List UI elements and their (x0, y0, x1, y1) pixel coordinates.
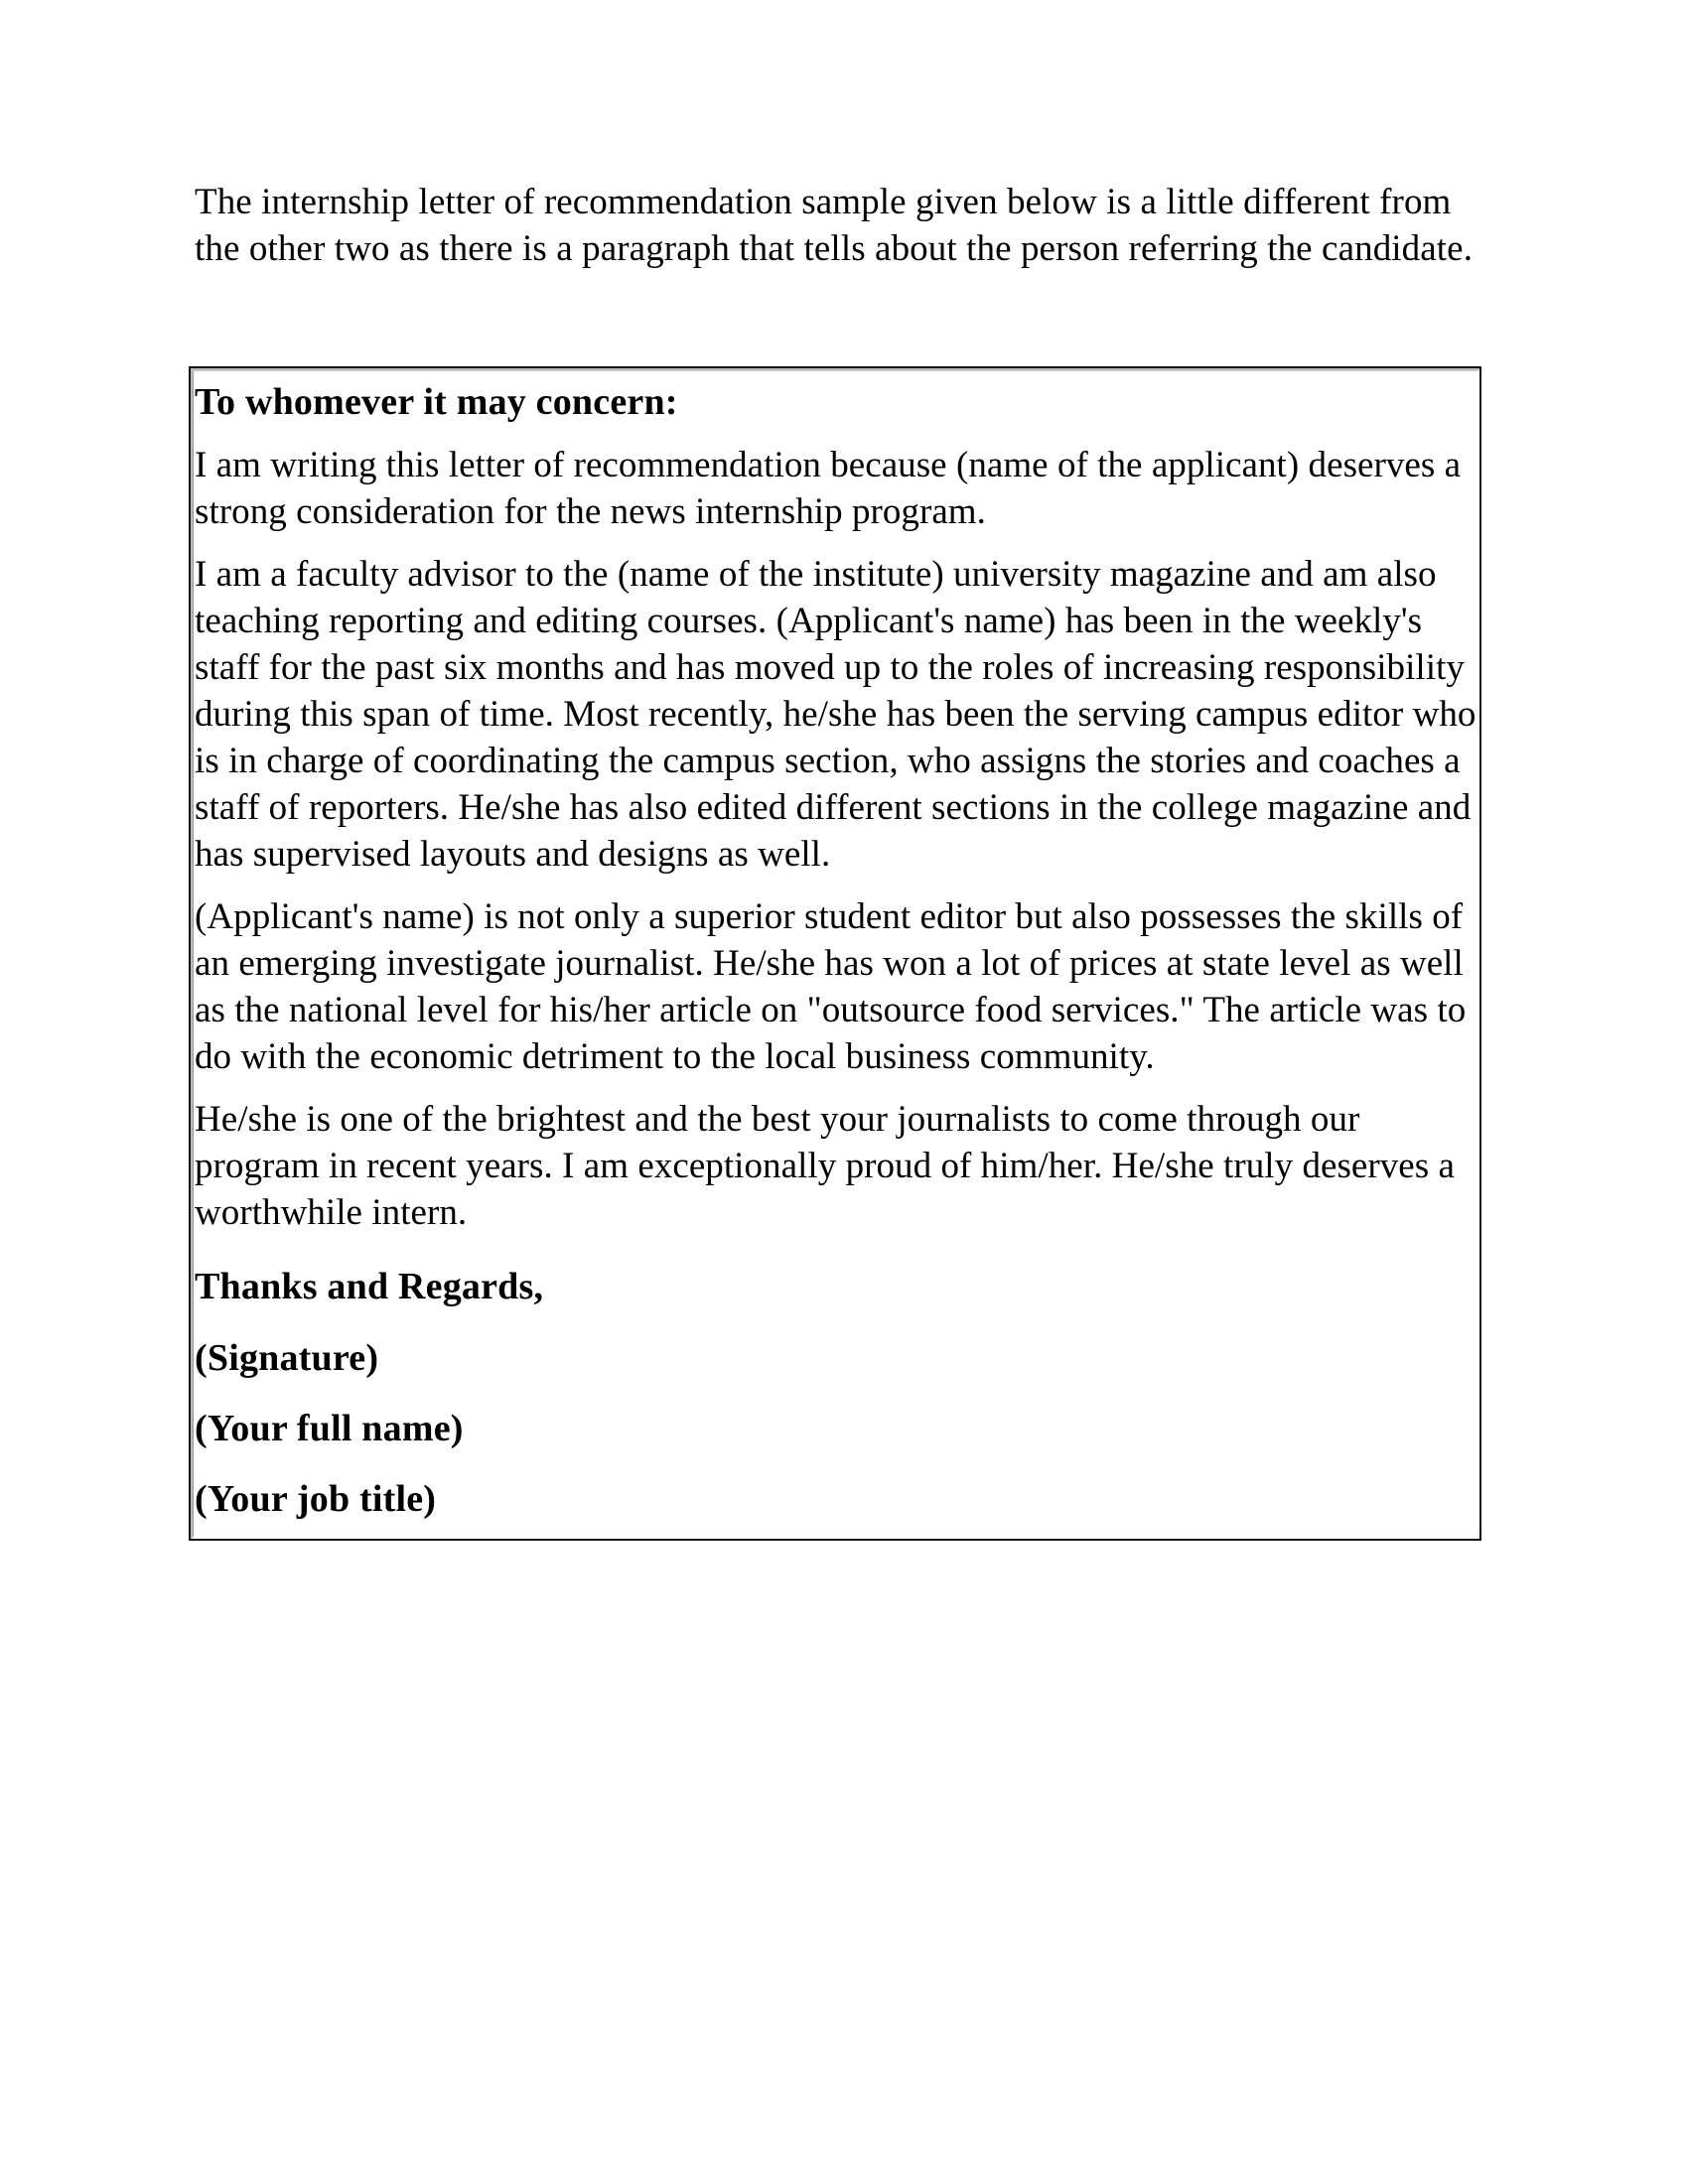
letter-closing-signature: (Signature) (195, 1336, 379, 1379)
letter-salutation: To whomever it may concern: (195, 381, 678, 423)
letter-body (191, 368, 1479, 1539)
letter-sample-box (189, 366, 1481, 1541)
letter-paragraph-3: (Applicant's name) is not only a superior student editor but also possesses the skills of an emerging investigate journalist. He/she has won a lot of prices at state level as well as the national level for his/her article on "outsource food services." The article was to do with the economic detriment to the local business community. (195, 896, 1467, 1078)
letter-paragraph-2: I am a faculty advisor to the (name of the institute) university magazine and am also teaching reporting and editing courses. (Applicant's name) has been in the weekly's staff for the past six months and has moved up to the roles of increasing responsibility during this span of time. Most recently, he/she has been the serving campus editor who is in charge of coordinating the campus section, who assigns the stories and coaches a staff of reporters. He/she has also edited different sections in the college magazine and has supervised layouts and designs as well. (195, 554, 1477, 876)
letter-closing-job-title: (Your job title) (195, 1478, 437, 1521)
intro-paragraph: The internship letter of recommendation sample given below is a little different from the other two as there is a paragraph that tells about the person referring the candidate. (195, 182, 1474, 269)
letter-closing-full-name: (Your full name) (195, 1407, 464, 1449)
intro-paragraph-block (195, 180, 1485, 273)
letter-paragraph-4: He/she is one of the brightest and the best your journalists to come through our program in recent years. I am exceptionally proud of him/her. He/she truly deserves a worthwhile intern. (195, 1099, 1456, 1234)
letter-paragraph-1: I am writing this letter of recommendation because (name of the applicant) deserves a strong consideration for the news internship program. (195, 445, 1462, 533)
letter-closing-thanks: Thanks and Regards, (195, 1266, 544, 1308)
